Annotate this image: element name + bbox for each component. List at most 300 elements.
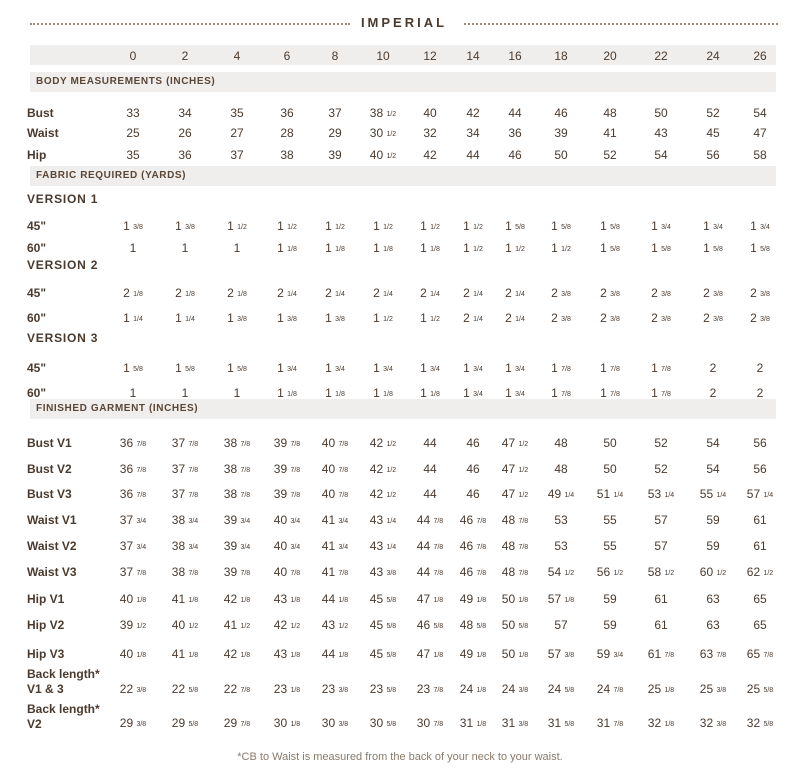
table-cell: 1 1/2 bbox=[227, 219, 247, 233]
row-label: Waist V2 bbox=[27, 539, 77, 553]
table-cell: 25 bbox=[126, 126, 140, 140]
table-cell: 27 bbox=[230, 126, 244, 140]
table-cell: 30 5/8 bbox=[369, 716, 397, 730]
table-cell: 1 3/4 bbox=[651, 219, 671, 233]
table-cell: 50 1/8 bbox=[501, 647, 529, 661]
table-cell: 2 1/4 bbox=[277, 286, 297, 300]
row-label-line2: V2 bbox=[27, 717, 42, 731]
table-cell: 45 bbox=[706, 126, 720, 140]
table-cell: 29 3/8 bbox=[119, 716, 147, 730]
table-cell: 55 bbox=[603, 539, 617, 553]
table-cell: 37 7/8 bbox=[119, 565, 147, 579]
table-cell: 1 3/4 bbox=[325, 361, 345, 375]
table-cell: 2 1/4 bbox=[373, 286, 393, 300]
table-cell: 38 7/8 bbox=[171, 565, 199, 579]
table-cell: 30 1/8 bbox=[273, 716, 301, 730]
table-cell: 31 5/8 bbox=[547, 716, 575, 730]
table-cell: 1 3/4 bbox=[703, 219, 723, 233]
table-cell: 1 1/2 bbox=[463, 219, 483, 233]
table-cell: 45 5/8 bbox=[369, 647, 397, 661]
size-header-cell: 12 bbox=[423, 49, 437, 63]
table-cell: 35 bbox=[126, 148, 140, 162]
table-cell: 1 1/2 bbox=[463, 241, 483, 255]
table-cell: 42 1/2 bbox=[369, 487, 397, 501]
row-label: Bust V1 bbox=[27, 436, 72, 450]
table-cell: 51 1/4 bbox=[596, 487, 624, 501]
title-dots-right bbox=[464, 23, 778, 25]
table-cell: 24 5/8 bbox=[547, 682, 575, 696]
table-cell: 62 1/2 bbox=[746, 565, 774, 579]
size-header-cell: 20 bbox=[603, 49, 617, 63]
table-cell: 57 1/8 bbox=[547, 592, 575, 606]
table-cell: 1 3/4 bbox=[463, 361, 483, 375]
size-header-cell: 8 bbox=[331, 49, 339, 63]
table-cell: 2 1/4 bbox=[505, 286, 525, 300]
table-cell: 47 1/2 bbox=[501, 487, 529, 501]
table-cell: 50 5/8 bbox=[501, 618, 529, 632]
table-cell: 54 bbox=[654, 148, 668, 162]
table-cell: 2 1/8 bbox=[123, 286, 143, 300]
table-cell: 1 3/4 bbox=[373, 361, 393, 375]
table-cell: 1 7/8 bbox=[600, 361, 620, 375]
table-cell: 1 5/8 bbox=[227, 361, 247, 375]
table-cell: 50 bbox=[554, 148, 568, 162]
table-cell: 1 7/8 bbox=[600, 386, 620, 400]
table-cell: 1 1/8 bbox=[325, 386, 345, 400]
table-cell: 31 7/8 bbox=[596, 716, 624, 730]
table-cell: 37 3/4 bbox=[119, 539, 147, 553]
table-cell: 52 bbox=[706, 106, 720, 120]
table-cell: 1 bbox=[181, 241, 189, 255]
table-cell: 45 5/8 bbox=[369, 618, 397, 632]
table-cell: 36 7/8 bbox=[119, 487, 147, 501]
size-header-cell: 16 bbox=[508, 49, 522, 63]
table-cell: 42 1/8 bbox=[223, 647, 251, 661]
table-cell: 1 1/2 bbox=[277, 219, 297, 233]
table-cell: 2 3/8 bbox=[651, 311, 671, 325]
table-cell: 59 bbox=[603, 592, 617, 606]
table-cell: 44 7/8 bbox=[416, 513, 444, 527]
table-cell: 53 bbox=[554, 513, 568, 527]
table-cell: 2 1/4 bbox=[505, 311, 525, 325]
table-cell: 37 7/8 bbox=[171, 436, 199, 450]
table-cell: 39 3/4 bbox=[223, 539, 251, 553]
table-cell: 2 3/8 bbox=[750, 311, 770, 325]
table-cell: 2 3/8 bbox=[703, 311, 723, 325]
row-label: Bust bbox=[27, 106, 54, 120]
table-cell: 1 3/4 bbox=[277, 361, 297, 375]
table-cell: 48 7/8 bbox=[501, 513, 529, 527]
table-cell: 40 7/8 bbox=[321, 487, 349, 501]
table-cell: 32 3/8 bbox=[699, 716, 727, 730]
table-cell: 32 bbox=[423, 126, 437, 140]
table-cell: 1 5/8 bbox=[600, 219, 620, 233]
table-cell: 47 1/8 bbox=[416, 647, 444, 661]
table-cell: 2 3/8 bbox=[551, 286, 571, 300]
table-cell: 2 3/8 bbox=[551, 311, 571, 325]
table-cell: 41 bbox=[603, 126, 617, 140]
table-cell: 1 1/8 bbox=[277, 386, 297, 400]
table-cell: 42 1/8 bbox=[223, 592, 251, 606]
table-cell: 1 7/8 bbox=[551, 386, 571, 400]
size-header-cell: 22 bbox=[654, 49, 668, 63]
table-cell: 38 7/8 bbox=[223, 462, 251, 476]
table-cell: 29 5/8 bbox=[171, 716, 199, 730]
table-cell: 1 1/2 bbox=[373, 219, 393, 233]
table-cell: 53 1/4 bbox=[647, 487, 675, 501]
table-cell: 1 5/8 bbox=[123, 361, 143, 375]
table-cell: 1 3/8 bbox=[325, 311, 345, 325]
table-cell: 36 bbox=[178, 148, 192, 162]
table-cell: 29 7/8 bbox=[223, 716, 251, 730]
table-cell: 65 bbox=[753, 618, 767, 632]
size-header-cell: 24 bbox=[706, 49, 720, 63]
table-cell: 58 1/2 bbox=[647, 565, 675, 579]
table-cell: 1 7/8 bbox=[551, 361, 571, 375]
table-cell: 43 3/8 bbox=[369, 565, 397, 579]
table-cell: 40 3/4 bbox=[273, 539, 301, 553]
table-cell: 40 7/8 bbox=[321, 436, 349, 450]
table-cell: 41 1/8 bbox=[171, 592, 199, 606]
table-cell: 40 1/2 bbox=[171, 618, 199, 632]
table-cell: 47 bbox=[753, 126, 767, 140]
row-label: 60" bbox=[27, 386, 47, 400]
table-cell: 1 3/8 bbox=[227, 311, 247, 325]
row-label: Bust V2 bbox=[27, 462, 72, 476]
table-cell: 42 bbox=[423, 148, 437, 162]
table-cell: 1 5/8 bbox=[600, 241, 620, 255]
table-cell: 1 5/8 bbox=[750, 241, 770, 255]
table-cell: 57 bbox=[654, 513, 668, 527]
table-cell: 36 7/8 bbox=[119, 462, 147, 476]
table-cell: 54 bbox=[706, 462, 720, 476]
table-cell: 33 bbox=[126, 106, 140, 120]
size-header-cell: 10 bbox=[376, 49, 390, 63]
table-cell: 40 7/8 bbox=[273, 565, 301, 579]
title-row bbox=[30, 10, 778, 36]
table-cell: 39 3/4 bbox=[223, 513, 251, 527]
size-header-cell: 0 bbox=[129, 49, 137, 63]
table-cell: 39 bbox=[328, 148, 342, 162]
table-cell: 50 bbox=[654, 106, 668, 120]
table-cell: 42 1/2 bbox=[273, 618, 301, 632]
table-cell: 37 7/8 bbox=[171, 462, 199, 476]
table-cell: 31 1/8 bbox=[459, 716, 487, 730]
row-label: Back length* bbox=[27, 702, 100, 716]
table-cell: 22 7/8 bbox=[223, 682, 251, 696]
table-cell: 23 7/8 bbox=[416, 682, 444, 696]
table-cell: 2 bbox=[709, 361, 717, 375]
table-cell: 43 1/2 bbox=[321, 618, 349, 632]
table-cell: 65 bbox=[753, 592, 767, 606]
table-cell: 1 bbox=[129, 241, 137, 255]
table-cell: 1 3/4 bbox=[420, 361, 440, 375]
table-cell: 1 1/8 bbox=[277, 241, 297, 255]
table-cell: 43 1/8 bbox=[273, 647, 301, 661]
table-cell: 2 bbox=[709, 386, 717, 400]
table-cell: 23 1/8 bbox=[273, 682, 301, 696]
table-cell: 32 5/8 bbox=[746, 716, 774, 730]
table-cell: 1 3/4 bbox=[463, 386, 483, 400]
table-cell: 44 7/8 bbox=[416, 565, 444, 579]
table-cell: 41 7/8 bbox=[321, 565, 349, 579]
table-cell: 61 bbox=[654, 592, 668, 606]
table-cell: 44 bbox=[423, 462, 437, 476]
table-cell: 1 1/8 bbox=[325, 241, 345, 255]
table-cell: 45 5/8 bbox=[369, 592, 397, 606]
table-cell: 40 3/4 bbox=[273, 513, 301, 527]
footnote: *CB to Waist is measured from the back of your neck to your waist. bbox=[237, 751, 563, 763]
table-cell: 25 1/8 bbox=[647, 682, 675, 696]
table-cell: 48 bbox=[554, 436, 568, 450]
table-cell: 34 bbox=[178, 106, 192, 120]
table-cell: 41 3/4 bbox=[321, 539, 349, 553]
table-cell: 39 7/8 bbox=[273, 436, 301, 450]
table-cell: 1 1/2 bbox=[420, 219, 440, 233]
table-cell: 39 1/2 bbox=[119, 618, 147, 632]
section-label-fabric: FABRIC REQUIRED (YARDS) bbox=[36, 170, 187, 181]
table-cell: 1 bbox=[129, 386, 137, 400]
table-cell: 58 bbox=[753, 148, 767, 162]
table-cell: 44 bbox=[508, 106, 522, 120]
table-cell: 59 bbox=[706, 513, 720, 527]
table-cell: 1 1/2 bbox=[373, 311, 393, 325]
table-cell: 26 bbox=[178, 126, 192, 140]
table-cell: 32 1/8 bbox=[647, 716, 675, 730]
table-cell: 47 1/2 bbox=[501, 436, 529, 450]
table-cell: 49 1/8 bbox=[459, 592, 487, 606]
size-header-cell: 18 bbox=[554, 49, 568, 63]
table-cell: 63 bbox=[706, 618, 720, 632]
table-cell: 52 bbox=[654, 462, 668, 476]
table-cell: 1 bbox=[181, 386, 189, 400]
table-cell: 46 bbox=[466, 462, 480, 476]
size-header-cell: 2 bbox=[181, 49, 189, 63]
table-cell: 44 bbox=[466, 148, 480, 162]
table-cell: 61 bbox=[753, 513, 767, 527]
table-cell: 42 1/2 bbox=[369, 436, 397, 450]
table-cell: 52 bbox=[654, 436, 668, 450]
table-cell: 43 1/4 bbox=[369, 539, 397, 553]
table-cell: 48 5/8 bbox=[459, 618, 487, 632]
size-header-cell: 6 bbox=[283, 49, 291, 63]
table-cell: 24 1/8 bbox=[459, 682, 487, 696]
table-cell: 1 7/8 bbox=[651, 386, 671, 400]
table-cell: 49 1/4 bbox=[547, 487, 575, 501]
table-cell: 44 bbox=[423, 436, 437, 450]
section-label-body: BODY MEASUREMENTS (INCHES) bbox=[36, 76, 216, 87]
table-cell: 48 bbox=[603, 106, 617, 120]
table-cell: 59 bbox=[603, 618, 617, 632]
table-cell: 37 bbox=[328, 106, 342, 120]
table-cell: 2 3/8 bbox=[600, 286, 620, 300]
table-cell: 1 5/8 bbox=[505, 219, 525, 233]
table-cell: 43 1/8 bbox=[273, 592, 301, 606]
table-cell: 48 7/8 bbox=[501, 539, 529, 553]
table-cell: 47 1/2 bbox=[501, 462, 529, 476]
table-cell: 50 bbox=[603, 436, 617, 450]
row-label: 45" bbox=[27, 361, 47, 375]
table-cell: 35 bbox=[230, 106, 244, 120]
table-cell: 22 3/8 bbox=[119, 682, 147, 696]
table-cell: 60 1/2 bbox=[699, 565, 727, 579]
table-cell: 2 bbox=[756, 361, 764, 375]
row-label: 45" bbox=[27, 219, 47, 233]
table-cell: 38 7/8 bbox=[223, 436, 251, 450]
table-cell: 46 5/8 bbox=[416, 618, 444, 632]
table-cell: 37 bbox=[230, 148, 244, 162]
table-cell: 2 bbox=[756, 386, 764, 400]
table-cell: 37 7/8 bbox=[171, 487, 199, 501]
table-cell: 44 7/8 bbox=[416, 539, 444, 553]
table-cell: 22 5/8 bbox=[171, 682, 199, 696]
table-cell: 1 1/8 bbox=[420, 386, 440, 400]
table-cell: 44 bbox=[423, 487, 437, 501]
table-cell: 52 bbox=[603, 148, 617, 162]
table-cell: 56 bbox=[706, 148, 720, 162]
table-cell: 31 3/8 bbox=[501, 716, 529, 730]
table-cell: 1 3/4 bbox=[750, 219, 770, 233]
table-cell: 57 bbox=[654, 539, 668, 553]
table-cell: 2 1/4 bbox=[463, 286, 483, 300]
table-cell: 1 3/8 bbox=[123, 219, 143, 233]
table-cell: 1 3/8 bbox=[175, 219, 195, 233]
table-cell: 39 bbox=[554, 126, 568, 140]
table-cell: 42 1/2 bbox=[369, 462, 397, 476]
table-cell: 57 1/4 bbox=[746, 487, 774, 501]
table-cell: 61 bbox=[654, 618, 668, 632]
table-cell: 37 3/4 bbox=[119, 513, 147, 527]
table-cell: 46 7/8 bbox=[459, 565, 487, 579]
table-cell: 24 7/8 bbox=[596, 682, 624, 696]
table-cell: 1 bbox=[233, 386, 241, 400]
table-cell: 46 bbox=[466, 487, 480, 501]
table-cell: 1 1/8 bbox=[373, 386, 393, 400]
table-cell: 53 bbox=[554, 539, 568, 553]
table-cell: 40 1/8 bbox=[119, 647, 147, 661]
size-header-cell: 4 bbox=[233, 49, 241, 63]
table-cell: 2 1/4 bbox=[420, 286, 440, 300]
version-label-1: VERSION 1 bbox=[27, 192, 99, 206]
table-cell: 2 1/4 bbox=[325, 286, 345, 300]
table-cell: 41 3/4 bbox=[321, 513, 349, 527]
table-cell: 61 bbox=[753, 539, 767, 553]
table-cell: 50 bbox=[603, 462, 617, 476]
table-cell: 54 bbox=[753, 106, 767, 120]
row-label: Waist V1 bbox=[27, 513, 77, 527]
table-cell: 48 7/8 bbox=[501, 565, 529, 579]
table-cell: 46 bbox=[466, 436, 480, 450]
table-cell: 1 1/4 bbox=[175, 311, 195, 325]
table-cell: 56 bbox=[753, 436, 767, 450]
version-label-2: VERSION 2 bbox=[27, 258, 99, 272]
table-cell: 63 bbox=[706, 592, 720, 606]
table-cell: 30 7/8 bbox=[416, 716, 444, 730]
table-cell: 34 bbox=[466, 126, 480, 140]
table-cell: 38 7/8 bbox=[223, 487, 251, 501]
table-cell: 2 1/4 bbox=[463, 311, 483, 325]
table-cell: 59 bbox=[706, 539, 720, 553]
table-cell: 42 bbox=[466, 106, 480, 120]
row-label: 60" bbox=[27, 241, 47, 255]
row-label-line2: V1 & 3 bbox=[27, 682, 64, 696]
size-header-cell: 26 bbox=[753, 49, 767, 63]
table-cell: 30 3/8 bbox=[321, 716, 349, 730]
table-cell: 23 5/8 bbox=[369, 682, 397, 696]
row-label: 60" bbox=[27, 311, 47, 325]
table-cell: 59 3/4 bbox=[596, 647, 624, 661]
table-cell: 1 1/2 bbox=[420, 311, 440, 325]
table-cell: 2 1/8 bbox=[227, 286, 247, 300]
table-cell: 36 bbox=[280, 106, 294, 120]
table-cell: 2 3/8 bbox=[651, 286, 671, 300]
table-cell: 1 bbox=[233, 241, 241, 255]
table-cell: 1 1/8 bbox=[373, 241, 393, 255]
table-cell: 54 bbox=[706, 436, 720, 450]
table-cell: 2 3/8 bbox=[703, 286, 723, 300]
table-cell: 48 bbox=[554, 462, 568, 476]
table-cell: 63 7/8 bbox=[699, 647, 727, 661]
table-cell: 44 1/8 bbox=[321, 592, 349, 606]
table-cell: 39 7/8 bbox=[223, 565, 251, 579]
version-label-3: VERSION 3 bbox=[27, 331, 99, 345]
table-cell: 57 bbox=[554, 618, 568, 632]
table-cell: 38 3/4 bbox=[171, 539, 199, 553]
table-cell: 1 1/8 bbox=[420, 241, 440, 255]
table-cell: 25 3/8 bbox=[699, 682, 727, 696]
table-cell: 40 bbox=[423, 106, 437, 120]
table-cell: 43 1/4 bbox=[369, 513, 397, 527]
table-cell: 25 5/8 bbox=[746, 682, 774, 696]
table-cell: 55 bbox=[603, 513, 617, 527]
row-label: Hip bbox=[27, 148, 47, 162]
table-cell: 56 bbox=[753, 462, 767, 476]
table-cell: 28 bbox=[280, 126, 294, 140]
table-cell: 1 5/8 bbox=[651, 241, 671, 255]
table-cell: 41 1/2 bbox=[223, 618, 251, 632]
row-label: 45" bbox=[27, 286, 47, 300]
table-cell: 1 1/4 bbox=[123, 311, 143, 325]
table-cell: 1 1/2 bbox=[325, 219, 345, 233]
table-cell: 40 1/2 bbox=[369, 148, 397, 162]
table-cell: 1 1/2 bbox=[551, 241, 571, 255]
table-cell: 44 1/8 bbox=[321, 647, 349, 661]
row-label: Bust V3 bbox=[27, 487, 72, 501]
table-cell: 57 3/8 bbox=[547, 647, 575, 661]
table-cell: 39 7/8 bbox=[273, 487, 301, 501]
table-cell: 2 1/8 bbox=[175, 286, 195, 300]
row-label: Waist V3 bbox=[27, 565, 77, 579]
table-cell: 24 3/8 bbox=[501, 682, 529, 696]
table-cell: 1 3/4 bbox=[505, 386, 525, 400]
table-cell: 40 1/8 bbox=[119, 592, 147, 606]
table-cell: 46 7/8 bbox=[459, 539, 487, 553]
table-cell: 54 1/2 bbox=[547, 565, 575, 579]
table-cell: 46 7/8 bbox=[459, 513, 487, 527]
table-cell: 1 5/8 bbox=[175, 361, 195, 375]
table-cell: 29 bbox=[328, 126, 342, 140]
table-cell: 1 7/8 bbox=[651, 361, 671, 375]
table-cell: 23 3/8 bbox=[321, 682, 349, 696]
table-cell: 36 7/8 bbox=[119, 436, 147, 450]
table-cell: 2 3/8 bbox=[750, 286, 770, 300]
page-title: IMPERIAL bbox=[360, 15, 448, 30]
row-label: Waist bbox=[27, 126, 59, 140]
table-cell: 1 3/4 bbox=[505, 361, 525, 375]
table-cell: 1 1/2 bbox=[505, 241, 525, 255]
table-cell: 49 1/8 bbox=[459, 647, 487, 661]
table-cell: 65 7/8 bbox=[746, 647, 774, 661]
